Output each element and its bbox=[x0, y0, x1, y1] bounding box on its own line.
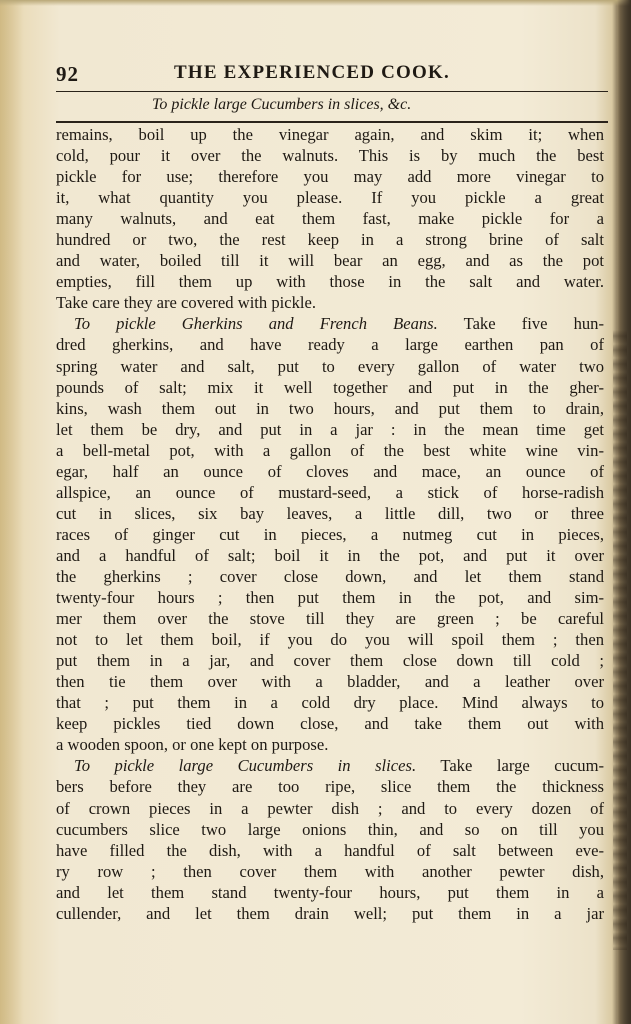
text-line: the gherkins ; cover close down, and let them stand bbox=[56, 566, 604, 586]
recipe-heading-line bbox=[56, 755, 604, 776]
text-line: pounds of salt; mix it well together and put in the gher- bbox=[56, 377, 604, 397]
text-line: of crown pieces in a pewter dish ; and to every dozen of bbox=[56, 798, 604, 818]
text-line: not to let them boil, if you do you will spoil them ; then bbox=[56, 630, 604, 650]
text-line: kins, wash them out in two hours, and put them to drain, bbox=[56, 398, 604, 418]
recipe-heading-cucumbers: To pickle large Cucumbers in slices. bbox=[74, 756, 417, 776]
running-head bbox=[56, 62, 600, 88]
body-text bbox=[56, 124, 604, 924]
text-line: and a handful of salt; boil it in the pot, and put it over bbox=[56, 545, 604, 565]
text-line: bers before they are too ripe, slice them the thickness bbox=[56, 777, 604, 797]
text-line: that ; put them in a cold dry place. Mind always to bbox=[56, 693, 604, 713]
text-line: a bell-metal pot, with a gallon of the best white wine vin- bbox=[56, 440, 604, 460]
book-title: THE EXPERIENCED COOK. bbox=[174, 62, 450, 83]
text-line: and let them stand twenty-four hours, put them in a bbox=[56, 882, 604, 902]
text-fragment: Take large cucum- bbox=[440, 756, 604, 776]
text-line: and water, boiled till it will bear an egg, and as the pot bbox=[56, 251, 604, 271]
text-line: twenty-four hours ; then put them in the pot, and sim- bbox=[56, 588, 604, 608]
text-line: cold, pour it over the walnuts. This is by much the best bbox=[56, 146, 604, 166]
text-line: a wooden spoon, or one kept on purpose. bbox=[56, 735, 329, 755]
page-number: 92 bbox=[56, 62, 79, 86]
facing-page-shadow bbox=[613, 330, 627, 950]
text-line: remains, boil up the vinegar again, and skim it; when bbox=[56, 125, 604, 144]
text-line: dred gherkins, and have ready a large earthen pan of bbox=[56, 335, 604, 355]
text-fragment: Take five hun- bbox=[463, 314, 604, 334]
text-line: mer them over the stove till they are green ; be careful bbox=[56, 609, 604, 629]
text-line: hundred or two, the rest keep in a strong brine of salt bbox=[56, 230, 604, 250]
header-rule-top bbox=[56, 91, 608, 92]
text-line: put them in a jar, and cover them close down till cold ; bbox=[56, 651, 604, 671]
text-line: spring water and salt, put to every gallon of water two bbox=[56, 356, 604, 376]
text-line: Take care they are covered with pickle. bbox=[56, 293, 317, 313]
text-line: let them be dry, and put in a jar : in the mean time get bbox=[56, 419, 604, 439]
text-line: cullender, and let them drain well; put them in a jar bbox=[56, 903, 604, 923]
text-line: cut in slices, six bay leaves, a little dill, two or three bbox=[56, 503, 604, 523]
text-line: egar, half an ounce of cloves and mace, an ounce of bbox=[56, 461, 604, 481]
text-line: races of ginger cut in pieces, a nutmeg cut in pieces, bbox=[56, 524, 604, 544]
text-line: keep pickles tied down close, and take them out with bbox=[56, 714, 604, 734]
text-line: then tie them over with a bladder, and a leather over bbox=[56, 672, 604, 692]
page-top-edge bbox=[0, 0, 631, 6]
subhead-text: To pickle large Cucumbers in slices, &c. bbox=[152, 96, 412, 113]
text-line: ry row ; then cover them with another pewter dish, bbox=[56, 861, 604, 881]
text-line: pickle for use; therefore you may add more vinegar to bbox=[56, 167, 604, 187]
text-line: have filled the dish, with a handful of salt between eve- bbox=[56, 840, 604, 860]
text-line: cucumbers slice two large onions thin, and so on till you bbox=[56, 819, 604, 839]
page-gutter bbox=[0, 0, 24, 1024]
section-subhead bbox=[56, 96, 616, 120]
text-line: empties, fill them up with those in the salt and water. bbox=[56, 272, 604, 292]
recipe-heading-line bbox=[56, 313, 604, 334]
header-rule-bottom bbox=[56, 121, 608, 123]
recipe-heading-gherkins: To pickle Gherkins and French Beans. bbox=[74, 314, 438, 334]
text-line: many walnuts, and eat them fast, make pickle for a bbox=[56, 209, 604, 229]
text-line: allspice, an ounce of mustard-seed, a stick of horse-radish bbox=[56, 482, 604, 502]
text-line: it, what quantity you please. If you pickle a great bbox=[56, 188, 604, 208]
